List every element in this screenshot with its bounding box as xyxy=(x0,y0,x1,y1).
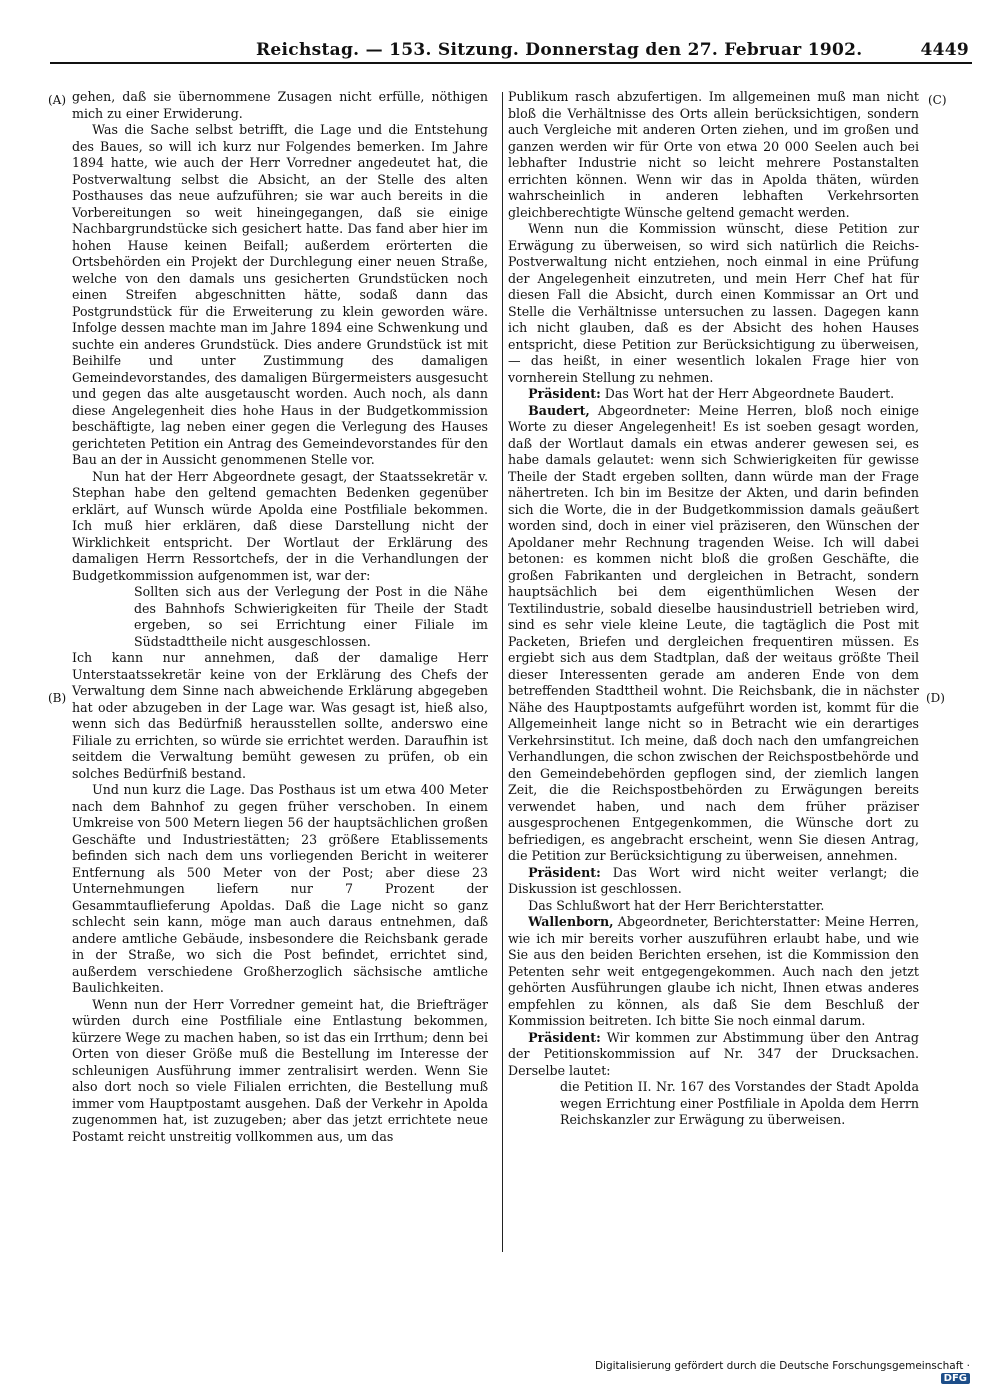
speech xyxy=(508,865,919,898)
speech-text: Das Wort wird nicht weiter verlangt; die Diskussion ist geschlossen. xyxy=(508,864,920,896)
speech xyxy=(508,914,919,1030)
speech-text: Wir kommen zur Abstimmung über den Antrag der Petitionskommission auf Nr. 347 der Drucksachen. Derselbe lautet: xyxy=(508,1029,919,1078)
paragraph: Was die Sache selbst betrifft, die Lage und die Entstehung des Baues, so will ich kurz nur Folgendes bemerken. Im Jahre 1894 hatte, wie auch der Herr Vorredner angedeutet hat, die Postverwaltung selbst die Absicht, an der Stelle des alten Posthauses das neue aufzuführen; sie war auch bereits in die Vorbereitungen so weit hineingegangen, daß sie einige Nachbargrundstücke sich gesichert hatte. Das fand aber hier im hohen Hause keinen Beifall; außerdem erörterten die Ortsbehörden ein Projekt der Durchlegung einer neuen Straße, welche von den damals uns gesicherten Grundstücken noch einen Streifen abgeschnitten hätte, sodaß dann das Postgrundstück für die Erweiterung zu klein geworden wäre. Infolge dessen machte man im Jahre 1894 eine Schwenkung und suchte ein anderes Grundstück. Dies andere Grundstück ist mit Beihilfe und unter Zustimmung des damaligen Gemeindevorstandes, des damaligen Bürgermeisters ausgesucht und gegen das alte ausgetauscht worden. Auch noch, als dann diese Angelegenheit dies hohe Haus in der Budgetkommission beschäftigte, lag neben einer gegen die Verlegung des Hauses gerichteten Petition ein Antrag des Gemeindevorstandes für den Bau an der in Aussicht genommenen Stelle vor. xyxy=(72,122,488,467)
margin-marker-b: (B) xyxy=(48,691,67,705)
paragraph: Das Schlußwort hat der Herr Berichterstatter. xyxy=(528,897,825,913)
speaker-name: Präsident: xyxy=(528,1029,601,1045)
page-header xyxy=(40,38,975,62)
footer-text: Digitalisierung gefördert durch die Deutsche Forschungsgemeinschaft · xyxy=(594,1360,970,1372)
quotation: Sollten sich aus der Verlegung der Post in die Nähe des Bahnhofs Schwierigkeiten für Theile der Stadt ergeben, so sei Errichtung einer Filiale im Südstadttheile nicht ausgeschlossen. xyxy=(134,584,488,649)
paragraph: gehen, daß sie übernommene Zusagen nicht erfülle, nöthigen mich zu einer Erwiderung. xyxy=(72,89,488,121)
margin-marker-c: (C) xyxy=(928,93,947,107)
paragraph: Ich kann nur annehmen, daß der damalige Herr Unterstaatssekretär keine von der Erklärung des Chefs der Verwaltung dem Sinne nach abweichende Erklärung abgegeben hat oder abzugeben in der Lage war. Was gesagt ist, hieß also, wenn sich das Bedürfniß herausstellen sollte, anderswo eine Filiale zu errichten, so würde sie errichtet werden. Daraufhin ist seitdem die Verwaltung bemüht gewesen zu prüfen, ob ein solches Bedürfniß bestand. xyxy=(72,650,488,781)
speaker-name: Wallenborn, xyxy=(528,914,614,929)
footer xyxy=(570,1360,970,1384)
speech-text: Das Wort hat der Herr Abgeordnete Baudert. xyxy=(604,386,895,401)
speech xyxy=(508,403,919,865)
header-rule xyxy=(50,62,972,64)
paragraph: Wenn nun die Kommission wünscht, diese Petition zur Erwägung zu überweisen, so wird sich natürlich die Reichs-Postverwaltung nicht entziehen, noch einmal in eine Prüfung der Angelegenheit einzutreten, und mein Herr Chef hat für diesen Fall die Absicht, durch einen Kommissar an Ort und Stelle die Verhältnisse untersuchen zu lassen. Dagegen kann ich nicht glauben, daß es der Absicht des hohen Hauses entspricht, diese Petition zur Berücksichtigung zu überweisen, — das heißt, in einer wesentlich lokalen Frage hier von vornherein Stellung zu nehmen. xyxy=(508,221,919,385)
margin-marker-a: (A) xyxy=(48,93,67,107)
paragraph: Nun hat der Herr Abgeordnete gesagt, der Staatssekretär v. Stephan habe den geltend gemachten Bedenken gegenüber erklärt, auf Wunsch würde Apolda eine Postfiliale bekommen. Ich muß hier erklären, daß diese Darstellung nicht der Wirklichkeit entspricht. Der Wortlaut der Erklärung des damaligen Herrn Ressortchefs, der in die Verhandlungen der Budgetkommission aufgenommen ist, war der: xyxy=(72,468,488,583)
paragraph: Wenn nun der Herr Vorredner gemeint hat, die Briefträger würden durch eine Postfiliale eine Entlastung bekommen, kürzere Wege zu machen haben, so ist das ein Irrthum; denn bei Orten von dieser Größe muß die Bestellung im Interesse der schleunigen Ausführung immer zentralisirt werden. Wenn Sie also dort noch so viele Filialen errichten, die Bestellung muß immer vom Hauptpostamt ausgehen. Daß der Verkehr in Apolda zugenommen hat, ist zuzugeben; aber das jetzt errichtete neue Postamt reicht unstreitig vollkommen aus, um das xyxy=(72,996,488,1144)
dfg-logo: DFG xyxy=(941,1373,970,1384)
speech-text: Abgeordneter, Berichterstatter: Meine Herren, wie ich mir bereits vorher auszuführen erlaubt habe, und wie Sie aus den beiden Berichten ersehen, ist die Kommission den Petenten sehr weit entgegengekommen. Auch nach den jetzt gehörten Ausführungen glaube ich nicht, Ihnen etwas anderes empfehlen zu können, als daß Sie dem Beschluß der Kommission beitreten. Ich bitte Sie noch einmal darum. xyxy=(508,914,919,1028)
right-column xyxy=(508,89,919,1129)
paragraph: Und nun kurz die Lage. Das Posthaus ist um etwa 400 Meter nach dem Bahnhof zu gegen früher verschoben. In einem Umkreise von 500 Metern liegen 56 der hauptsächlichen großen Geschäfte und Industriestätten; 23 größere Etablissements befinden sich nach dem uns vorliegenden Bericht in weiterer Entfernung als 500 Meter von der Post; aber diese 23 Unternehmungen liefern nur 7 Prozent der Gesammtauflieferung Apoldas. Daß die Lage nicht so ganz schlecht sein kann, möge man auch daraus entnehmen, daß andere amtliche Gebäude, insbesondere die Reichsbank gerade in der Straße, wo sich die Post befindet, errichtet sind, außerdem verschiedene Großherzoglich sächsische amtliche Baulichkeiten. xyxy=(72,782,488,995)
speaker-name: Präsident: xyxy=(528,864,601,880)
page-number: 4449 xyxy=(920,40,969,60)
speech xyxy=(508,386,919,403)
speaker-name: Präsident: xyxy=(528,386,601,401)
quotation: die Petition II. Nr. 167 des Vorstandes der Stadt Apolda wegen Errichtung einer Postfiliale in Apolda dem Herrn Reichskanzler zur Erwägung zu überweisen. xyxy=(560,1079,919,1127)
page-header-title: Reichstag. — 153. Sitzung. Donnerstag den 27. Februar 1902. xyxy=(256,40,863,60)
left-column xyxy=(72,89,488,1145)
speech xyxy=(508,1030,919,1080)
speaker-name: Baudert, xyxy=(528,402,590,418)
paragraph: Publikum rasch abzufertigen. Im allgemeinen muß man nicht bloß die Verhältnisse des Orts allein berücksichtigen, sondern auch Vergleiche mit anderen Orten ziehen, und im großen und ganzen werden wir für Orte von etwa 20 000 Seelen auch bei lebhafter Industrie nicht so leicht mehrere Postanstalten errichten können. Wenn wir das in Apolda thäten, würden wahrscheinlich in anderen lebhaften Verkehrsorten gleichberechtigte Wünsche geltend gemacht werden. xyxy=(508,89,919,220)
column-divider xyxy=(502,92,503,1252)
margin-marker-d: (D) xyxy=(926,691,945,705)
speech-text: Abgeordneter: Meine Herren, bloß noch einige Worte zu dieser Angelegenheit! Es ist soeben gesagt worden, daß der Wortlaut damals ein etwas anderer gewesen sei, es habe damals gelautet: wenn sich Schwierigkeiten für gewisse Theile der Stadt ergeben sollten, dann würde man der Frage nähertreten. Ich bin im Besitze der Akten, und darin befinden sich die Worte, die in der Budgetkommission damals geäußert worden sind, doch in einer viel präziseren, den Wünschen der Apoldaner mehr Rechnung tragenden Weise. Ich will dabei betonen: es kommen nicht bloß die großen Geschäfte, die großen Fabrikanten und dergleichen in Betracht, sondern hauptsächlich bei dem eigenthümlichen Wesen der Textilindustrie, sobald dieselbe hausindustriell betrieben wird, sind es sehr viele kleine Leute, die tagtäglich die Post mit Packeten, Briefen und dergleichen frequentiren müssen. Es ergiebt sich aus dem Stadtplan, daß der weitaus größte Theil dieser Interessenten gerade am anderen Ende von dem betreffenden Stadttheil wohnt. Die Reichsbank, die in nächster Nähe des Hauptpostamts aufgeführt worden ist, kommt für die Allgemeinheit lange nicht so in Betracht wie ein derartiges Verkehrsinstitut. Ich meine, daß doch nach den umfangreichen Verhandlungen, die schon zwischen der Reichspostbehörde und den Gemeindebehörden gepflogen sind, der ziemlich langen Zeit, die die Reichspostbehörden zu Erwägungen bereits verwendet haben, und nach dem früher präziser ausgesprochenen Entgegenkommen, die Wünsche dort zu befriedigen, es angebracht erscheint, wenn Sie diesen Antrag, die Petition zur Berücksichtigung zu überweisen, annehmen. xyxy=(508,402,920,863)
